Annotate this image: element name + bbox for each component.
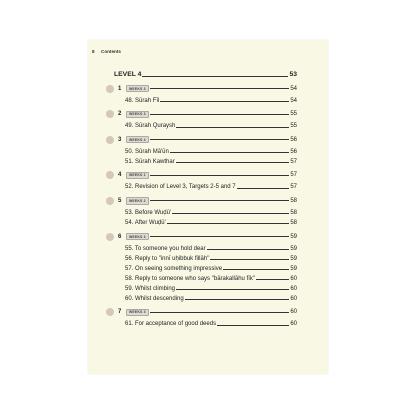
lesson-text xyxy=(125,98,159,104)
lesson-text xyxy=(125,266,222,272)
lesson-leader xyxy=(125,220,297,226)
lesson-entry xyxy=(114,272,297,282)
lesson-leader xyxy=(125,98,297,104)
level-heading xyxy=(114,68,297,78)
lesson-text xyxy=(125,159,175,165)
lesson-entry xyxy=(114,206,297,216)
target-marker-icon xyxy=(106,308,114,316)
leader-line xyxy=(150,139,290,140)
lesson-title: For acceptance of good deeds xyxy=(135,321,217,328)
weeks-badge: WEEKS 3 xyxy=(126,111,149,118)
leader-line xyxy=(185,299,290,300)
leader-line xyxy=(150,200,290,201)
target-number: 5 xyxy=(118,197,122,204)
lesson-entry xyxy=(114,145,297,155)
lesson-number: 59. xyxy=(125,285,134,292)
leader-line xyxy=(142,76,288,77)
leader-line xyxy=(160,101,289,102)
target-number: 1 xyxy=(118,85,122,92)
weeks-badge: WEEKS 1 xyxy=(126,172,149,179)
lesson-text xyxy=(125,123,175,129)
lesson-text xyxy=(125,286,175,292)
lesson-title: Sūrah Mā'ūn xyxy=(135,148,169,155)
lesson-text xyxy=(125,256,209,262)
target-entry xyxy=(114,196,297,226)
lesson-title: Reply to someone who says "bārakallāhu fīk" xyxy=(135,275,256,282)
lesson-text xyxy=(125,184,236,190)
lesson-leader xyxy=(125,321,297,327)
lesson-entry xyxy=(114,282,297,292)
target-row xyxy=(114,84,297,94)
lesson-text xyxy=(125,296,184,302)
leader-line xyxy=(170,152,289,153)
level-label: LEVEL 4 xyxy=(114,71,142,78)
lesson-leader xyxy=(125,123,297,129)
target-row xyxy=(114,307,297,317)
level-page: 53 xyxy=(289,71,297,78)
lesson-text xyxy=(125,210,171,216)
leader-line xyxy=(150,236,290,237)
lesson-leader xyxy=(125,276,297,282)
document-page xyxy=(88,40,328,374)
lesson-title: Sūrah Fīl xyxy=(135,97,160,104)
target-page: 56 xyxy=(290,136,297,143)
leader-line xyxy=(150,175,290,176)
leader-line xyxy=(172,213,289,214)
target-row xyxy=(114,232,297,242)
target-page: 58 xyxy=(290,197,297,204)
target-marker-icon xyxy=(106,233,114,241)
lesson-entry xyxy=(114,119,297,129)
target-marker-icon xyxy=(106,197,114,205)
lesson-page: 54 xyxy=(290,97,297,104)
lesson-number: 57. xyxy=(125,265,134,272)
lesson-page: 60 xyxy=(290,275,297,282)
target-page: 54 xyxy=(290,85,297,92)
lesson-entry xyxy=(114,155,297,165)
leader-line xyxy=(256,279,289,280)
leader-line xyxy=(223,269,289,270)
target-row xyxy=(114,196,297,206)
lesson-number: 54. xyxy=(125,219,134,226)
lesson-page: 59 xyxy=(290,245,297,252)
lesson-title: Whilst descending xyxy=(135,295,184,302)
target-leader xyxy=(126,85,297,92)
table-of-contents xyxy=(114,68,297,327)
lesson-title: Sūrah Kawthar xyxy=(135,158,175,165)
target-marker-icon xyxy=(106,136,114,144)
lesson-leader xyxy=(125,159,297,165)
running-header xyxy=(92,49,121,54)
leader-line xyxy=(237,188,290,189)
target-entry xyxy=(114,170,297,190)
lesson-leader xyxy=(125,210,297,216)
leader-line xyxy=(167,223,290,224)
lesson-number: 61. xyxy=(125,321,134,328)
lesson-entry xyxy=(114,252,297,262)
lesson-entry xyxy=(114,317,297,327)
target-number: 3 xyxy=(118,136,122,143)
leader-line xyxy=(150,312,290,313)
target-row xyxy=(114,109,297,119)
leader-line xyxy=(150,114,290,115)
lesson-leader xyxy=(125,184,297,190)
lesson-title: On seeing something impressive xyxy=(135,265,223,272)
weeks-badge: WEEKS 3 xyxy=(126,85,149,92)
target-page: 59 xyxy=(290,233,297,240)
lesson-title: Reply to "innī uḥibbuk fillāh" xyxy=(135,255,210,262)
leader-line xyxy=(150,88,290,89)
leader-line xyxy=(207,249,290,250)
target-number: 6 xyxy=(118,233,122,240)
lesson-page: 59 xyxy=(290,255,297,262)
lesson-number: 58. xyxy=(125,275,134,282)
lesson-leader xyxy=(125,266,297,272)
target-leader xyxy=(126,309,297,316)
lesson-page: 58 xyxy=(290,209,297,216)
lesson-text xyxy=(125,220,166,226)
leader-line xyxy=(176,127,289,128)
lesson-title: Before Wuḍū' xyxy=(135,209,172,216)
lesson-entry xyxy=(114,292,297,302)
target-marker-icon xyxy=(106,110,114,118)
lesson-text xyxy=(125,321,216,327)
target-page: 55 xyxy=(290,111,297,118)
weeks-badge: WEEKS 2 xyxy=(126,197,149,204)
lesson-title: To someone you hold dear xyxy=(134,245,206,252)
weeks-badge: WEEKS 4 xyxy=(126,136,149,143)
lesson-page: 59 xyxy=(290,265,297,272)
lesson-number: 53. xyxy=(125,209,134,216)
lesson-leader xyxy=(125,296,297,302)
lesson-title: After Wuḍū' xyxy=(134,219,166,226)
lesson-leader xyxy=(125,149,297,155)
leader-line xyxy=(176,289,289,290)
lesson-page: 60 xyxy=(290,295,297,302)
target-leader xyxy=(126,111,297,118)
target-entry xyxy=(114,232,297,302)
target-number: 2 xyxy=(118,111,122,118)
target-leader xyxy=(126,233,297,240)
target-row xyxy=(114,170,297,180)
leader-line xyxy=(217,325,289,326)
target-marker-icon xyxy=(106,171,114,179)
weeks-badge: WEEKS 3 xyxy=(126,233,149,240)
weeks-badge: WEEKS 3 xyxy=(126,309,149,316)
target-entry xyxy=(114,84,297,104)
lesson-number: 49. xyxy=(125,123,134,130)
lesson-text xyxy=(125,276,255,282)
lesson-page: 58 xyxy=(290,219,297,226)
lesson-page: 60 xyxy=(290,321,297,328)
lesson-entry xyxy=(114,94,297,104)
target-number: 7 xyxy=(118,309,122,316)
target-marker-icon xyxy=(106,85,114,93)
lesson-number: 52. xyxy=(125,184,134,191)
target-leader xyxy=(126,172,297,179)
lesson-text xyxy=(125,246,206,252)
target-row xyxy=(114,135,297,145)
target-page: 60 xyxy=(290,309,297,316)
lesson-leader xyxy=(125,286,297,292)
target-list xyxy=(114,84,297,328)
target-entry xyxy=(114,135,297,165)
lesson-number: 48. xyxy=(125,97,134,104)
lesson-number: 55. xyxy=(125,245,134,252)
lesson-page: 56 xyxy=(290,148,297,155)
lesson-text xyxy=(125,149,169,155)
header-title: Contents xyxy=(101,49,121,54)
lesson-title: Revision of Level 3, Targets 2-5 and 7 xyxy=(135,184,236,191)
lesson-entry xyxy=(114,216,297,226)
target-number: 4 xyxy=(118,172,122,179)
lesson-title: Sūrah Quraysh xyxy=(135,123,176,130)
target-leader xyxy=(126,197,297,204)
lesson-leader xyxy=(125,246,297,252)
lesson-page: 60 xyxy=(290,285,297,292)
lesson-entry xyxy=(114,262,297,272)
lesson-number: 51. xyxy=(125,158,134,165)
lesson-leader xyxy=(125,256,297,262)
lesson-number: 50. xyxy=(125,148,134,155)
lesson-page: 57 xyxy=(290,184,297,191)
lesson-number: 60. xyxy=(125,295,134,302)
leader-line xyxy=(176,162,290,163)
target-page: 57 xyxy=(290,172,297,179)
lesson-entry xyxy=(114,242,297,252)
lesson-page: 57 xyxy=(290,158,297,165)
lesson-number: 56. xyxy=(125,255,134,262)
page-number: 8 xyxy=(92,49,95,54)
lesson-page: 55 xyxy=(290,123,297,130)
target-entry xyxy=(114,109,297,129)
target-leader xyxy=(126,136,297,143)
target-entry xyxy=(114,307,297,327)
leader-line xyxy=(210,259,289,260)
lesson-title: Whilst climbing xyxy=(135,285,176,292)
lesson-entry xyxy=(114,180,297,190)
